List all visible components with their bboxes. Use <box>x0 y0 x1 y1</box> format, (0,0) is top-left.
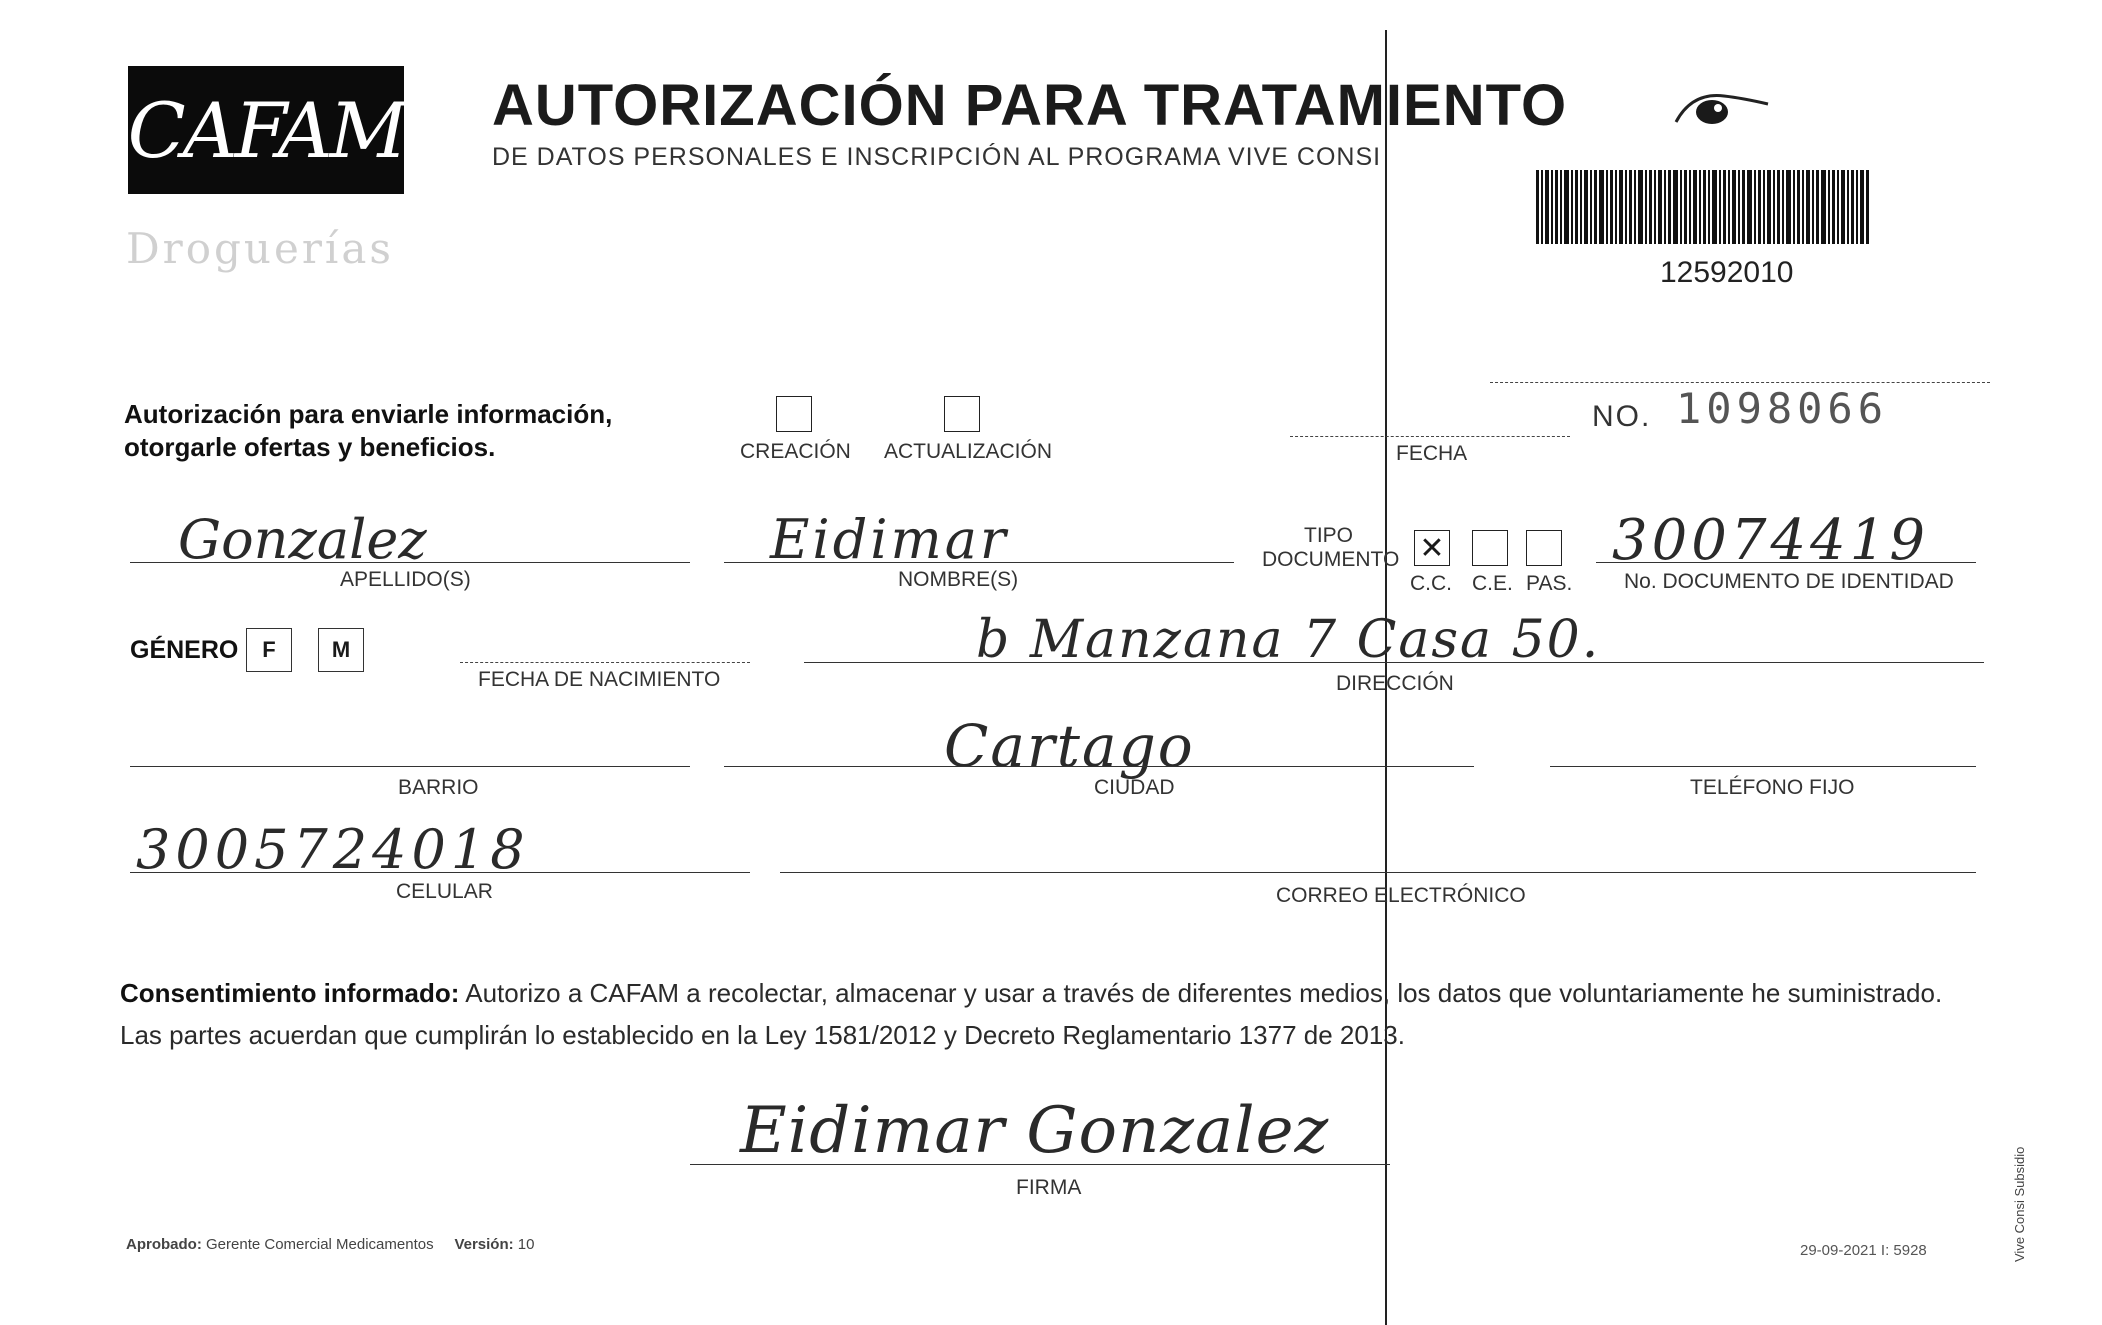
side-text: Vive Consi Subsidio <box>2012 1146 2027 1262</box>
fecha-nacimiento-field[interactable] <box>460 662 750 663</box>
aprobado-label: Aprobado: <box>126 1236 202 1253</box>
apellidos-value[interactable]: Gonzalez <box>178 508 427 571</box>
documento-line <box>1596 562 1976 563</box>
ciudad-label: CIUDAD <box>1094 776 1175 799</box>
consent-heading: Consentimiento informado: <box>120 978 460 1008</box>
logo-text: CAFAM <box>127 85 405 175</box>
barrio-line <box>130 766 690 767</box>
celular-line <box>130 872 750 873</box>
telefono-label: TELÉFONO FIJO <box>1690 776 1855 799</box>
cafam-logo <box>128 66 404 194</box>
signature-value[interactable]: Eidimar Gonzalez <box>740 1094 1330 1168</box>
apellidos-label: APELLIDO(S) <box>340 568 471 591</box>
ce-label: C.E. <box>1472 572 1513 595</box>
cc-check-mark: ✕ <box>1419 531 1445 565</box>
genero-f-checkbox[interactable] <box>246 628 292 672</box>
nombres-line <box>724 562 1234 563</box>
eye-logo-icon <box>1672 82 1772 132</box>
genero-f-label: F <box>262 637 276 662</box>
genero-label: GÉNERO <box>130 636 239 664</box>
genero-m-label: M <box>331 637 351 662</box>
pas-checkbox[interactable] <box>1526 530 1562 566</box>
ce-checkbox[interactable] <box>1472 530 1508 566</box>
celular-value[interactable]: 3005724018 <box>136 818 530 881</box>
tipo-documento-label-2: DOCUMENTO <box>1262 548 1400 571</box>
footer-approval <box>126 1236 534 1253</box>
creacion-label: CREACIÓN <box>740 440 851 463</box>
fecha-field[interactable] <box>1290 436 1570 437</box>
apellidos-line <box>130 562 690 563</box>
actualizacion-label: ACTUALIZACIÓN <box>884 440 1053 463</box>
form-subtitle: DE DATOS PERSONALES E INSCRIPCIÓN AL PROGRAMA VIVE CONSI <box>492 143 1382 171</box>
authorization-line-1: Autorización para enviarle información, <box>124 399 613 429</box>
nombres-label: NOMBRE(S) <box>898 568 1019 591</box>
authorization-text <box>124 398 612 464</box>
form-number-label: NO. <box>1592 400 1652 433</box>
consent-text <box>120 972 2000 1056</box>
direccion-value[interactable]: b Manzana 7 Casa 50. <box>976 610 1601 670</box>
barcode <box>1536 170 1870 244</box>
consent-line-2: Las partes acuerdan que cumplirán lo establecido en la Ley 1581/2012 y Decreto Reglamentario 1377 de 2013. <box>120 1020 1405 1050</box>
fecha-label: FECHA <box>1396 442 1468 465</box>
cc-label: C.C. <box>1410 572 1452 595</box>
tipo-documento-label-1: TIPO <box>1304 524 1354 547</box>
ciudad-value[interactable]: Cartago <box>944 712 1195 780</box>
documento-label: No. DOCUMENTO DE IDENTIDAD <box>1624 570 1954 593</box>
cc-checkbox[interactable] <box>1414 530 1450 566</box>
telefono-line <box>1550 766 1976 767</box>
footer-date-code: 29-09-2021 I: 5928 <box>1800 1242 1927 1259</box>
logo-subtext: Droguerías <box>126 224 394 273</box>
signature-label: FIRMA <box>1016 1176 1082 1199</box>
version-label: Versión: <box>454 1236 514 1253</box>
correo-label: CORREO ELECTRÓNICO <box>1276 884 1526 907</box>
pas-label: PAS. <box>1526 572 1573 595</box>
version-value: 10 <box>517 1236 535 1253</box>
consent-line-1: Autorizo a CAFAM a recolectar, almacenar y usar a través de diferentes medios, los datos que voluntariamente he suministrado. <box>465 978 1943 1008</box>
authorization-line-2: otorgarle ofertas y beneficios. <box>124 432 496 462</box>
genero-m-checkbox[interactable] <box>318 628 364 672</box>
form-title: AUTORIZACIÓN PARA TRATAMIENTO <box>492 73 1568 138</box>
form-number: 1098066 <box>1676 384 1889 433</box>
actualizacion-checkbox[interactable] <box>944 396 980 432</box>
correo-line <box>780 872 1976 873</box>
top-dashed-line <box>1490 382 1990 383</box>
ciudad-line <box>724 766 1474 767</box>
barcode-number: 12592010 <box>1660 256 1794 289</box>
fecha-nacimiento-label: FECHA DE NACIMIENTO <box>478 668 721 691</box>
celular-label: CELULAR <box>396 880 493 903</box>
aprobado-value: Gerente Comercial Medicamentos <box>206 1236 434 1253</box>
documento-value[interactable]: 30074419 <box>1612 508 1930 573</box>
creacion-checkbox[interactable] <box>776 396 812 432</box>
signature-line <box>690 1164 1390 1165</box>
direccion-label: DIRECCIÓN <box>1336 672 1454 695</box>
barrio-label: BARRIO <box>398 776 479 799</box>
direccion-line <box>804 662 1984 663</box>
nombres-value[interactable]: Eidimar <box>770 508 1009 571</box>
